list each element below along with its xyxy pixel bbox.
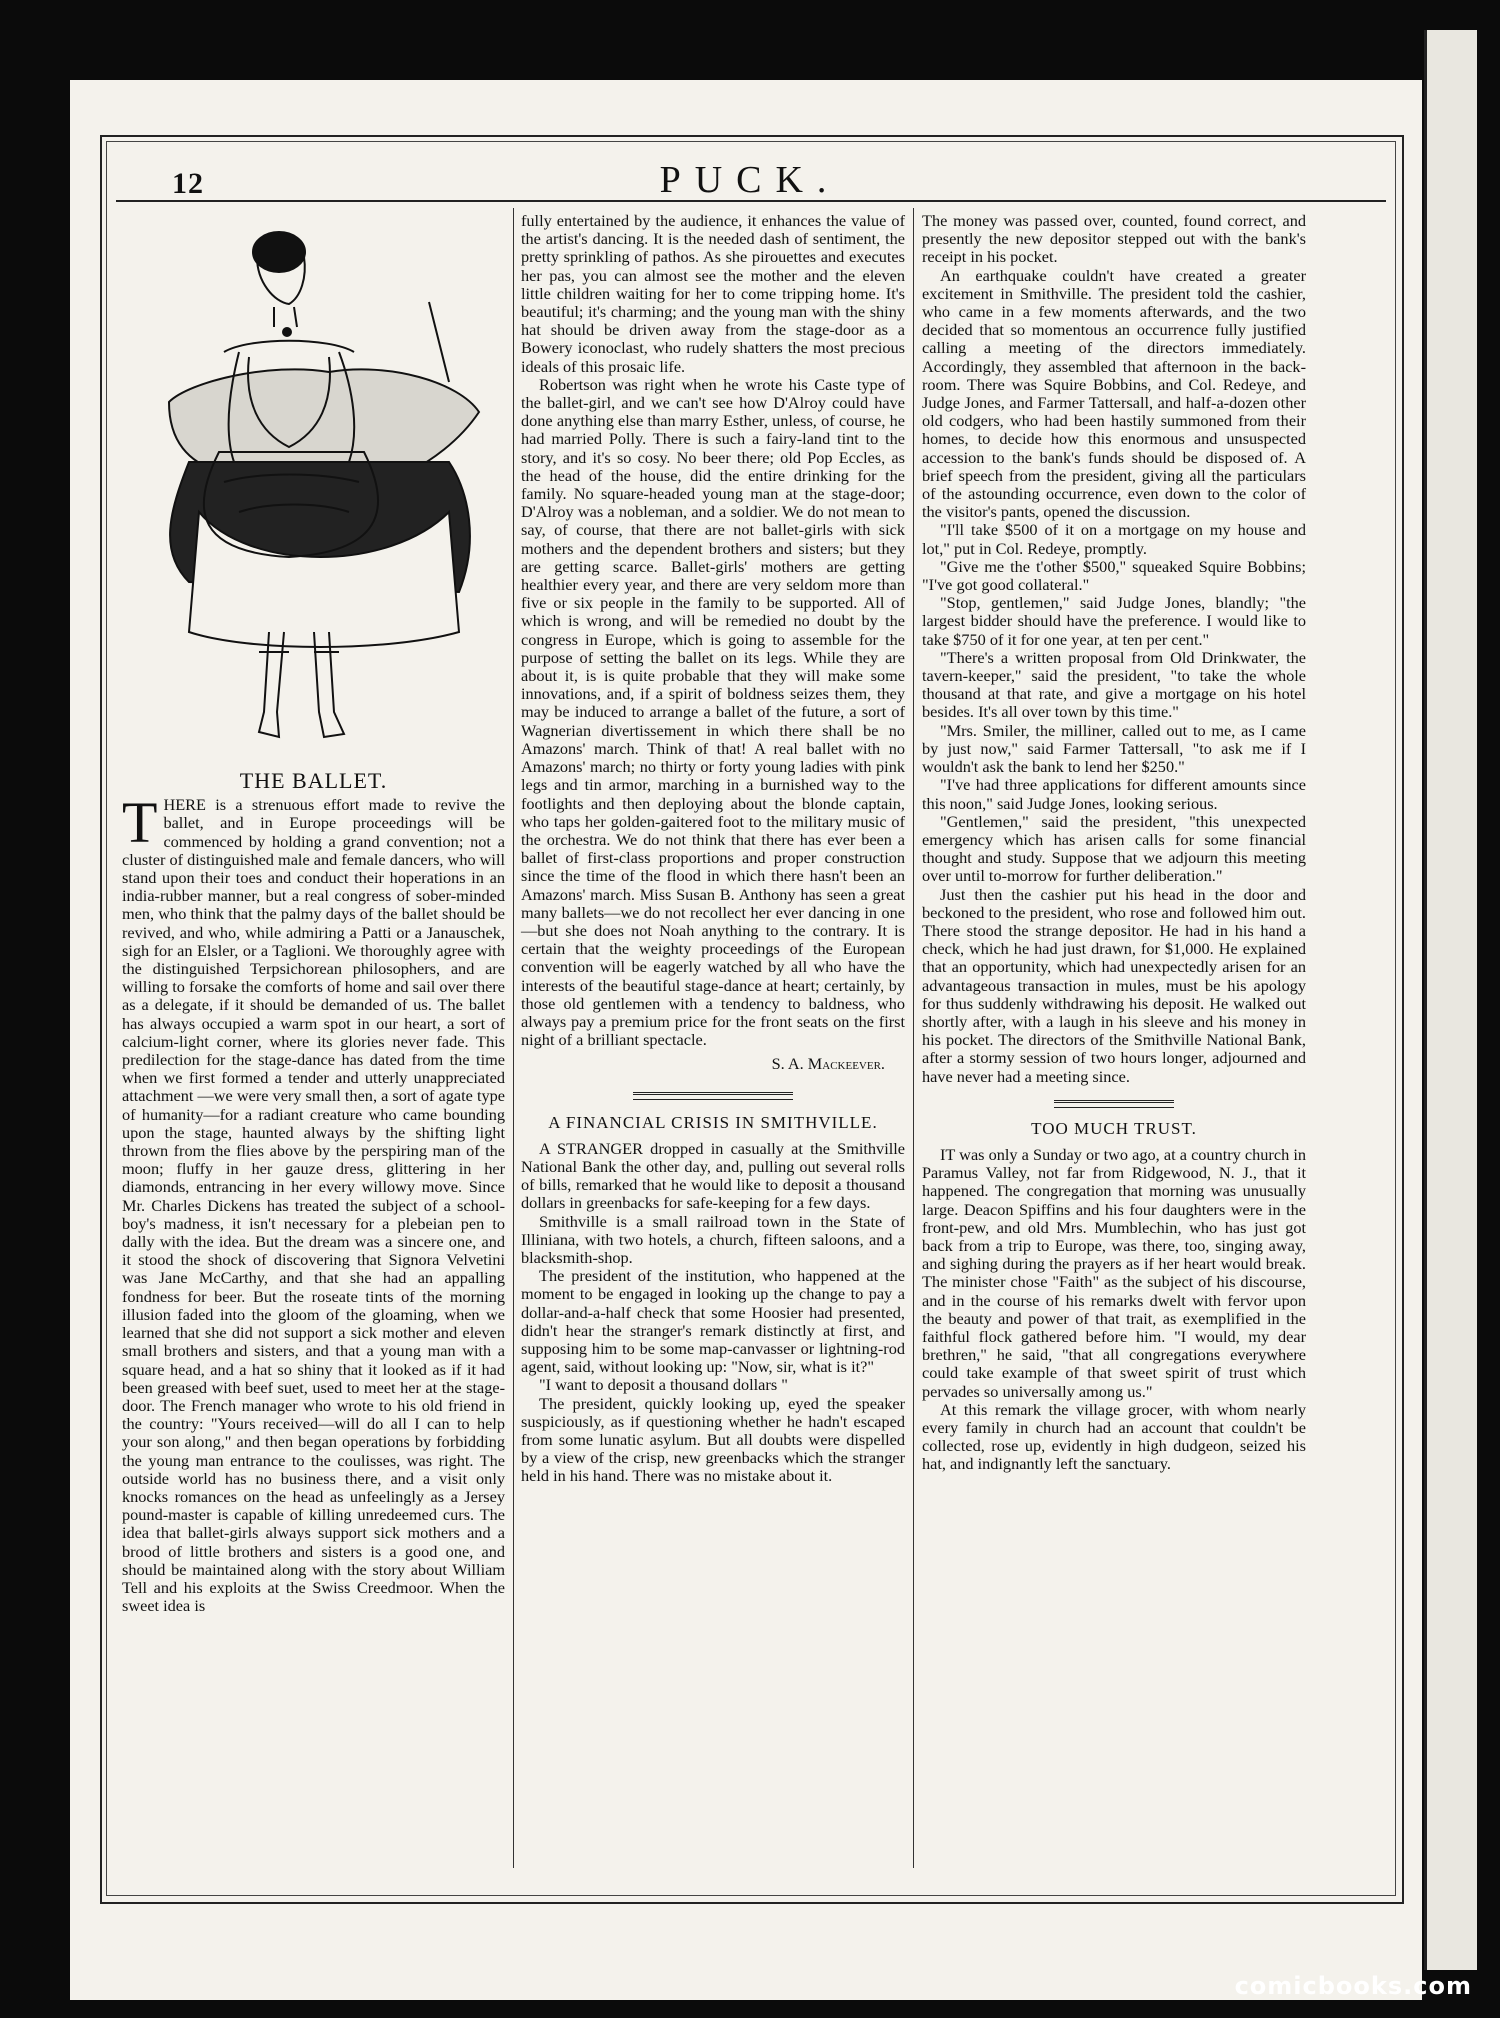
smithville-paragraph: "Mrs. Smiler, the milliner, called out to me, as I came by just now," said Farmer Tattersall, "to ask me if I wouldn't ask the bank to lend her $250.": [922, 720, 1306, 777]
smithville-paragraph: The president, quickly looking up, eyed the speaker suspiciously, as if questioning whether he hadn't escaped from some lunatic asylum. But all doubts were dispelled by a view of the crisp, new greenbacks which the stranger held in his hand. There was no mistake about it.: [521, 1393, 905, 1486]
smithville-paragraph: An earthquake couldn't have created a greater excitement in Smithville. The president told the cashier, who came in a few moments afterwards, and the two decided that so momentous an occurrence fully justified calling a meeting of the directors immediately. Accordingly, they assembled that afternoon in the back-room. There was Squire Bobbins, and Col. Redeye, and Judge Jones, and Farmer Tattersall, and half-a-dozen other old codgers, who had been hastily summoned from their homes, to decide how this enormous and unsuspected accession to the bank's funds should be disposed of. A brief speech from the president, giving all the particulars of the astounding occurrence, even down to the color of the visitor's pants, opened the discussion.: [922, 265, 1306, 522]
smithville-paragraph: "Give me the t'other $500," squeaked Squire Bobbins; "I've got good collateral.": [922, 556, 1306, 595]
header-rule: [116, 200, 1386, 202]
smithville-paragraph: "There's a written proposal from Old Drinkwater, the tavern-keeper," said the president, "to take the whole thousand at that rate, and give a mortgage on his hotel besides. It's all over town by this time.": [922, 647, 1306, 722]
ballet-paragraph-3: Robertson was right when he wrote his Caste type of the ballet-girl, and we can't see how D'Alroy could have done anything else than marry Esther, unless, of course, he had married Polly. There is such a fairy-land tint to the story, and it's so cosy. No beer there; old Pop Eccles, as the head of the house, did the entire drinking for the family. No square-headed young man at the stage-door; D'Alroy was a nobleman, and a soldier. We do not mean to say, of course, that there are not ballet-girls with sick mothers and the dependent brothers and sisters; but they are getting scarce. Ballet-girls' mothers are getting healthier every year, and there are very seldom more than five or six people in the family to be supported. All of which is wrong, and will be remedied no doubt by the congress in Europe, which is going to assemble for the purpose of setting the ballet on its legs. While they are about it, is is quite probable that they will make some innovations, and, if a spirit of boldness seizes them, they may be induced to arrange a ballet of the future, a sort of Wagnerian divertissement in which there shall be no Amazons' march. Think of that! A real ballet with no Amazons' march; no thirty or forty young ladies with pink legs and tin armor, marching in a burnished way to the footlights and then deploying about the blonde captain, who taps her golden-gaitered foot to the military music of the orchestra. We do not think that there has ever been a ballet of first-class proportions and proper construction since the time of the flood in which there hasn't been an Amazons' march. Miss Susan B. Anthony has seen a great many ballets—we do not recollect her ever dancing in one—but she does not Noah anything to the contrary. It is certain that the weighty proceedings of the European convention will be eagerly watched by all who have the interests of the beautiful stage-dance at heart; certainly, by those old gentlemen with a tendency to baldness, who always pay a premium price for the front seats on the first night of a brilliant spectacle.: [521, 374, 905, 1050]
facing-page-edge: [1424, 30, 1477, 1970]
ballet-signature: S. A. Mackeever.: [771, 1054, 885, 1074]
smithville-paragraph: The president of the institution, who happened at the moment to be engaged in looking up the change to pay a dollar-and-a-half check that some Hoosier had presented, didn't hear the stranger's remark distinctly at first, and supposing him to be some map-canvasser or lightning-rod agent, said, without looking up: "Now, sir, what is it?": [521, 1266, 905, 1377]
ballet-title: THE BALLET.: [239, 768, 388, 793]
column-rule-2: [913, 208, 914, 1868]
ballet-paragraph-1: HERE is a strenuous effort made to revive the ballet, and in Europe proceedings will be commenced by holding a grand convention; not a cluster of distinguished male and female dancers, who will stand upon their toes and conduct their hoperations in an india-rubber manner, but a real congress of sober-minded men, who think that the palmy days of the ballet should be revived, and who, while admiring a Patti or a Janauschek, sigh for an Elsler, or a Taglioni. We thoroughly agree with the distinguished Terpsichorean philosophers, and are willing to forsake the comforts of home and sail over there as a delegate, if it should be demanded of us. The ballet has always occupied a warm spot in our heart, a sort of calcium-light corner, where its glories never fade. This predilection for the stage-dance has dated from the time when we first formed a tender and utterly unappreciated attachment —we were very small then, a sort of agate type of humanity—for a radiant creature who came bounding upon the stage, haunted always by the shifting light thrown from the flies above by the perspiring man of the moon; fluffy in her gauze dress, glittering in her diamonds, entrancing in her every willowy move. Since Mr. Charles Dickens has treated the subject of a school-boy's madness, it isn't necessary for a plebeian pen to dally with the idea. But the dream was a sincere one, and it stood the shock of discovering that Signora Velvetini was Jane McCarthy, and that she had an appalling fondness for beer. But the roseate tints of the morning illusion faded into the gloom of the gloaming, when we learned that she did not support a sick mother and eleven small brothers and sisters, and that a young man with a square head, and a hat so shiny that it looked as if it had been greased with beef suet, used to meet her at the stage-door. The French manager who wrote to his old friend in the country: "Yours received—will do all I can to help your son along," and then began operations by forbidding the young man entrance to the coulisses, was right. The outside world has no business there, and a visit only knocks romances on the head as unfeelingly as a Jersey pound-master is capable of killing unredeemed curs. The idea that ballet-girls always support sick mothers and a brood of little brothers and sisters is a good one, and should be maintained along with the story about William Tell and his exploits at the Swiss Creedmoor. When the sweet idea is: [122, 795, 505, 1616]
smithville-paragraph: "I've had three applications for different amounts since this noon," said Judge Jones, looking serious.: [922, 775, 1306, 813]
smithville-paragraph: The money was passed over, counted, found correct, and presently the new depositor stepped out with the bank's receipt in his pocket.: [922, 211, 1306, 267]
column-1: [122, 212, 505, 1615]
smithville-paragraph: A STRANGER dropped in casually at the Smithville National Bank the other day, and, pulling out several rolls of bills, remarked that he would like to deposit a thousand dollars in greenbacks for safe-keeping for a few days.: [521, 1138, 905, 1213]
ballet-dancer-illustration: [129, 212, 499, 762]
smithville-title: A FINANCIAL CRISIS IN SMITHVILLE.: [548, 1112, 878, 1132]
ballet-paragraph-2: fully entertained by the audience, it enhances the value of the artist's dancing. It is the needed dash of sentiment, the pretty sprinkling of pathos. As she pirouettes and executes her pas, you can almost see the mother and the eleven little children waiting for her to come tripping home. It's beautiful; it's charming; and the young man with the shiny hat should be driven away from the stage-door as a Bowery iconoclast, who rudely shatters the most precious ideals of this prosaic life.: [521, 211, 905, 376]
column-rule-1: [513, 208, 514, 1868]
smithville-paragraph: "I want to deposit a thousand dollars ": [539, 1375, 788, 1395]
page-number: 12: [172, 167, 204, 200]
trust-paragraph: At this remark the village grocer, with whom nearly every family in church had an account that couldn't be collected, rose up, evidently in high dudgeon, seized his hat, and indignantly left the sanctuary.: [922, 1399, 1306, 1474]
column-3: [922, 212, 1306, 1474]
smithville-paragraph: Smithville is a small railroad town in the State of Illiniana, with two hotels, a church, fifteen saloons, and a blacksmith-shop.: [521, 1211, 905, 1267]
drop-cap: T: [122, 790, 158, 856]
section-separator: [1054, 1100, 1174, 1108]
smithville-paragraph: "Stop, gentlemen," said Judge Jones, blandly; "the largest bidder should have the preference. I would like to take $750 of it for one year, at ten per cent.": [922, 593, 1306, 649]
section-separator: [633, 1092, 793, 1100]
masthead: PUCK.: [659, 159, 841, 201]
smithville-paragraph: "I'll take $500 of it on a mortgage on my house and lot," put in Col. Redeye, promptly.: [922, 520, 1306, 558]
trust-paragraph: IT was only a Sunday or two ago, at a country church in Paramus Valley, not far from Ridgewood, N. J., that it happened. The congregation that morning was unusually large. Deacon Spiffins and his four daughters were in the front-pew, and old Mrs. Mumblechin, who has just got back from a trip to Europe, was there, too, singing away, and sighing during the prayers as if her heart would break. The minister chose "Faith" as the subject of his discourse, and in the course of his remarks dwelt with fervor upon the beauty and power of that trait, as exemplified in the faithful flock gathered before him. "I would, my dear brethren," he said, "that all congregations everywhere could take example of that sweet spirit of trust which pervades so universally among us.": [922, 1144, 1306, 1401]
smithville-paragraph: "Gentlemen," said the president, "this unexpected emergency which has arisen calls for some financial thought and study. Suppose that we adjourn this meeting over until to-morrow for further deliberation.": [922, 811, 1306, 886]
watermark: comicbooks.com: [1234, 1972, 1472, 2000]
trust-title: TOO MUCH TRUST.: [1031, 1118, 1197, 1138]
smithville-paragraph: Just then the cashier put his head in the door and beckoned to the president, who rose and followed him out. There stood the strange depositor. He had in his hand a check, which he had just drawn, for $1,000. He explained that an opportunity, which had unexpectedly arisen for an advantageous transaction in mules, must be his apology for thus suddenly withdrawing his deposit. He walked out shortly after, with a laugh in his sleeve and his money in his pocket. The directors of the Smithville National Bank, after a stormy session of two hours longer, adjourned and have never had a meeting since.: [922, 884, 1306, 1086]
column-2: [521, 212, 905, 1486]
